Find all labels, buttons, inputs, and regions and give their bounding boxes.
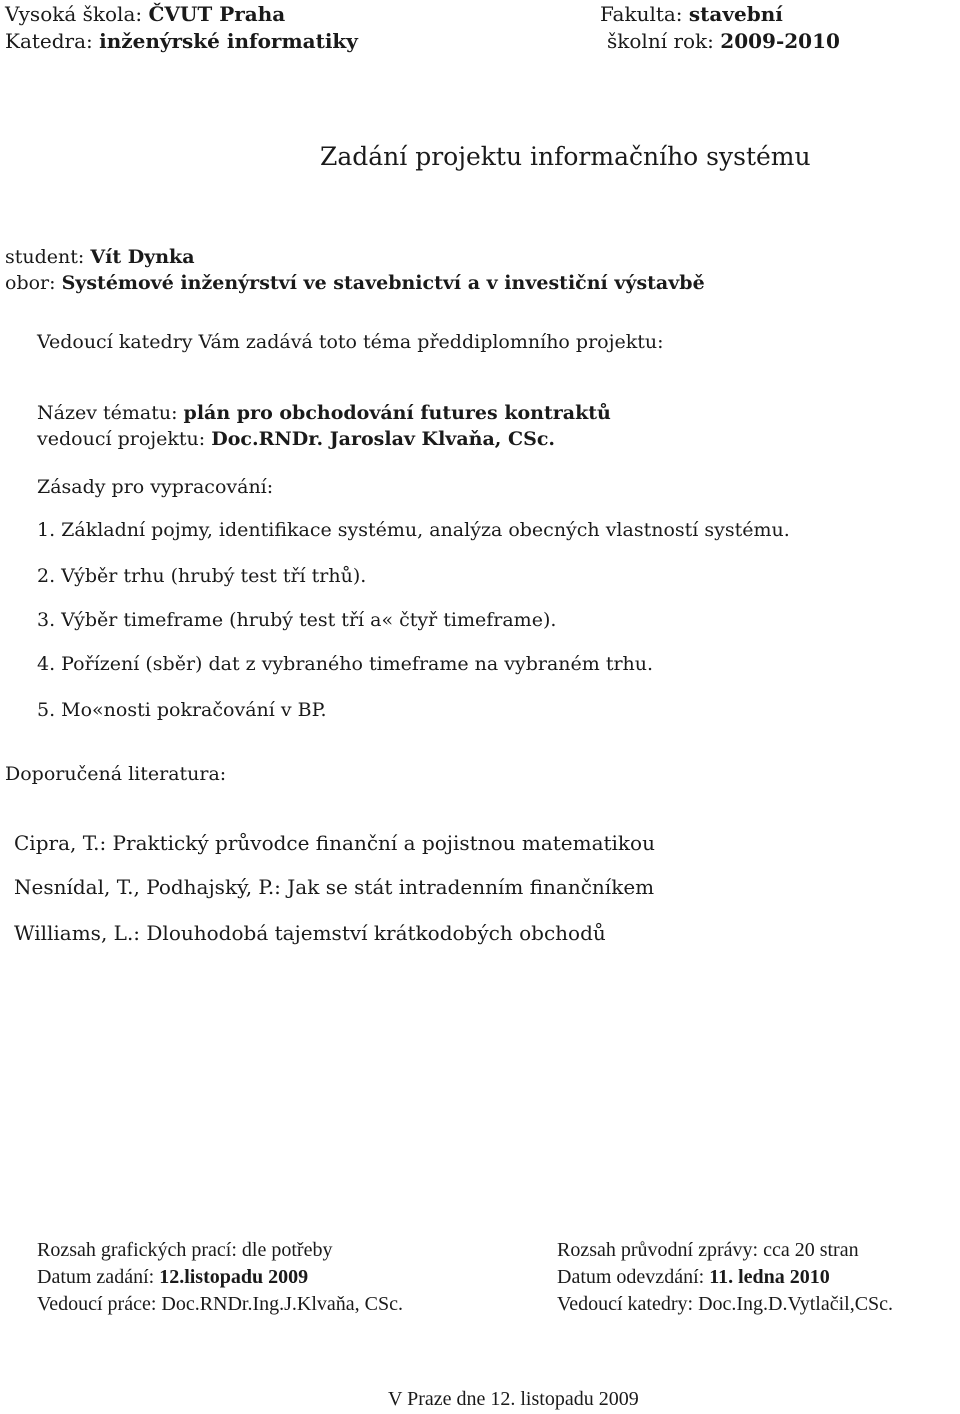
field-label: obor: <box>5 272 56 294</box>
page-title: Zadání projektu informačního systému <box>320 142 811 171</box>
supervisor-line <box>37 426 555 452</box>
topic-value: plán pro obchodování futures kontraktů <box>183 402 611 424</box>
field-value: Systémové inženýrství ve stavebnictví a v investiční výstavbě <box>61 272 705 294</box>
faculty-value: stavební <box>688 2 783 26</box>
principle-item-5: 5. Mo«nosti pokračování v BP. <box>37 699 327 721</box>
field-line <box>5 270 705 296</box>
principle-item-2: 2. Výběr trhu (hrubý test tří trhů). <box>37 565 367 587</box>
department-line <box>5 28 358 54</box>
principle-item-1: 1. Základní pojmy, identifikace systému, analýza obecných vlastností systému. <box>37 519 790 541</box>
topic-line <box>37 400 611 426</box>
due-date-line <box>557 1264 830 1290</box>
principles-heading: Zásady pro vypracování: <box>37 476 274 498</box>
report-scope: Rozsah průvodní zprávy: cca 20 stran <box>557 1239 859 1261</box>
due-date-value: 11. ledna 2010 <box>709 1266 830 1288</box>
literature-heading: Doporučená literatura: <box>5 763 227 785</box>
assigned-date-value: 12.listopadu 2009 <box>159 1266 309 1288</box>
literature-item-1: Cipra, T.: Praktický průvodce finanční a pojistnou matematikou <box>14 831 655 855</box>
supervisor-label: vedoucí projektu: <box>37 428 206 450</box>
due-date-label: Datum odevzdání: <box>557 1266 705 1288</box>
year-label: školní rok: <box>607 29 714 53</box>
faculty-line <box>600 1 783 27</box>
student-value: Vít Dynka <box>90 246 195 268</box>
graphics-scope: Rozsah grafických prací: dle potřeby <box>37 1239 333 1261</box>
assigned-date-label: Datum zadání: <box>37 1266 155 1288</box>
year-value: 2009-2010 <box>720 29 840 53</box>
place-date: V Praze dne 12. listopadu 2009 <box>388 1388 639 1410</box>
department-label: Katedra: <box>5 29 93 53</box>
student-line <box>5 244 195 270</box>
work-supervisor: Vedoucí práce: Doc.RNDr.Ing.J.Klvaňa, CSc. <box>37 1293 404 1315</box>
supervisor-value: Doc.RNDr. Jaroslav Klvaňa, CSc. <box>211 428 556 450</box>
faculty-label: Fakulta: <box>600 2 683 26</box>
department-value: inženýrské informatiky <box>99 29 358 53</box>
school-line <box>5 1 285 27</box>
literature-item-2: Nesnídal, T., Podhajský, P.: Jak se stát intradenním finančníkem <box>14 875 655 899</box>
principle-item-4: 4. Pořízení (sběr) dat z vybraného timeframe na vybraném trhu. <box>37 653 654 675</box>
topic-label: Název tématu: <box>37 402 178 424</box>
year-line <box>607 28 840 54</box>
department-head: Vedoucí katedry: Doc.Ing.D.Vytlačil,CSc. <box>557 1293 894 1315</box>
school-label: Vysoká škola: <box>5 2 143 26</box>
student-label: student: <box>5 246 85 268</box>
intro-text: Vedoucí katedry Vám zadává toto téma předdiplomního projektu: <box>37 331 664 353</box>
principle-item-3: 3. Výběr timeframe (hrubý test tří a« čtyř timeframe). <box>37 609 557 631</box>
literature-item-3: Williams, L.: Dlouhodobá tajemství krátkodobých obchodů <box>14 921 606 945</box>
school-value: ČVUT Praha <box>148 2 286 26</box>
assigned-date-line <box>37 1264 308 1290</box>
